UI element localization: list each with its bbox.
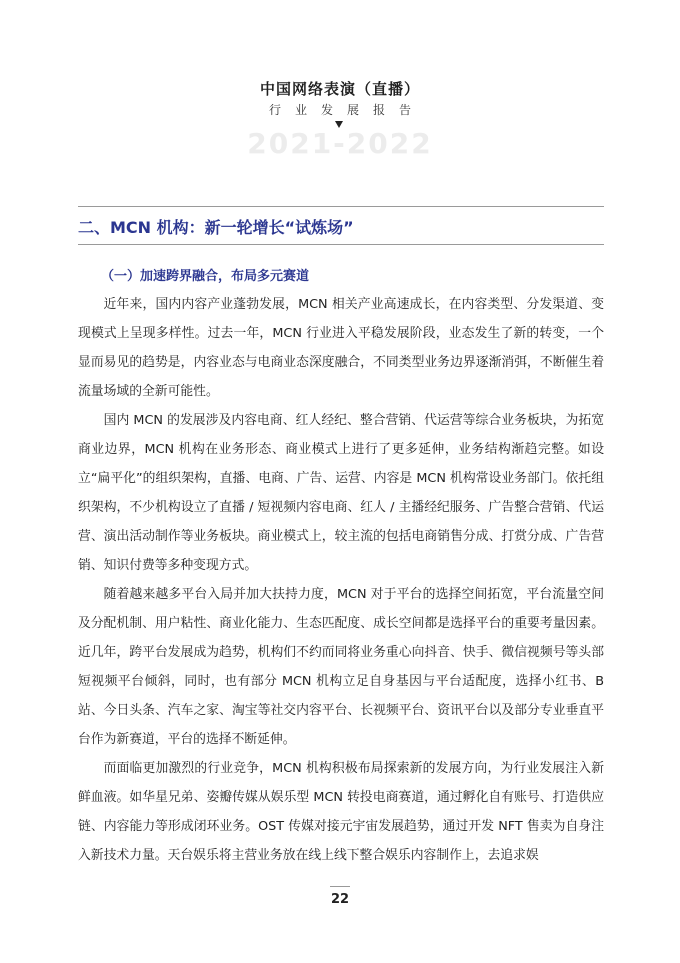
subsection-heading: （一）加速跨界融合，布局多元赛道 (101, 269, 310, 284)
paragraph: 随着越来越多平台入局并加大扶持力度，MCN 对于平台的选择空间拓宽，平台流量空间及分配机制、用户粘性、商业化能力、生态匹配度、成长空间都是选择平台的重要考量因素。近几年，跨平台发展成为趋势，机构们不约而同将业务重心向抖音、快手、微信视频号等头部短视频平台倾斜，同时，也有部分 MCN 机构立足自身基因与平台适配度，选择小红书、B 站、今日头条、汽车之家、淘宝等社交内容平台、长视频平台、资讯平台以及部分专业垂直平台作为新赛道，平台的选择不断延伸。 (78, 587, 604, 747)
paragraph: 国内 MCN 的发展涉及内容电商、红人经纪、整合营销、代运营等综合业务板块，为拓宽商业边界，MCN 机构在业务形态、商业模式上进行了更多延伸，业务结构渐趋完整。如设立“扁平化”的组织架构，直播、电商、广告、运营、内容是 MCN 机构常设业务部门。依托组织架构，不少机构设立了直播 / 短视频内容电商、红人 / 主播经纪服务、广告整合营销、代运营、演出活动制作等业务板块。商业模式上，较主流的包括电商销售分成、打赏分成、广告营销、知识付费等多种变现方式。 (78, 413, 604, 573)
paragraph: 近年来，国内内容产业蓬勃发展，MCN 相关产业高速成长，在内容类型、分发渠道、变现模式上呈现多样性。过去一年，MCN 行业进入平稳发展阶段，业态发生了新的转变，一个显而易见的趋势是，内容业态与电商业态深度融合，不同类型业务边界逐渐消弭，不断催生着流量场域的全新可能性。 (78, 297, 604, 399)
section-heading: 二、MCN 机构：新一轮增长“试炼场” (78, 218, 354, 237)
section-divider-top (78, 206, 604, 207)
body-text (78, 290, 604, 870)
report-subtitle: 行业发展报告 (268, 103, 425, 117)
year-range-watermark: 2021-2022 (247, 127, 433, 160)
section-divider-bottom (78, 244, 604, 245)
report-title: 中国网络表演（直播） (259, 80, 420, 98)
page-number: 22 (330, 892, 350, 907)
paragraph: 而面临更加激烈的行业竞争，MCN 机构积极布局探索新的发展方向，为行业发展注入新鲜血液。如华星兄弟、姿瓣传媒从娱乐型 MCN 转投电商赛道，通过孵化自有账号、打造供应链、内容能力等形成闭环业务。OST 传媒对接元宇宙发展趋势，通过开发 NFT 售卖为自身注入新技术力量。天台娱乐将主营业务放在线上线下整合娱乐内容制作上，去追求娱 (78, 761, 604, 863)
page-number-rule (330, 886, 350, 887)
